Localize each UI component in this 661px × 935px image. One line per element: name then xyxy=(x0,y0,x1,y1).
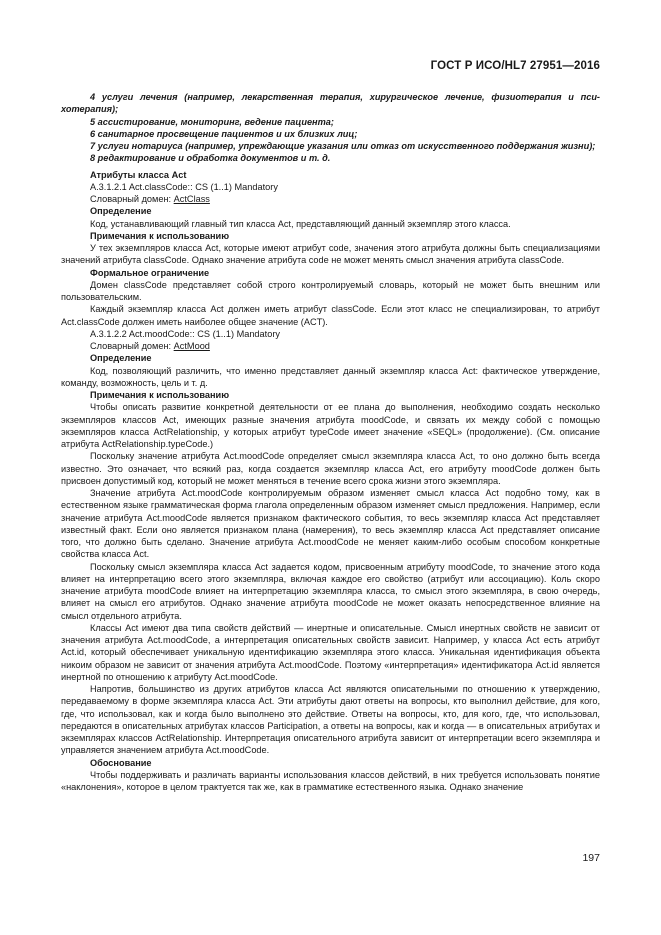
definition-text: Код, устанавливающий главный тип класса Act, представляющий данный экземпляр этого класса. xyxy=(90,218,511,229)
attribute-id: A.3.1.2.1 Act.classCode:: CS (1..1) Mandatory xyxy=(90,181,278,192)
list-item: 7 услуги нотариуса (например, упреждающие указания или отказ от искусственного поддержания жизни); xyxy=(90,141,596,151)
rationale-heading: Обоснование xyxy=(90,757,152,768)
domain-link-actmood[interactable]: ActMood xyxy=(173,341,210,351)
constraint-heading: Формальное ограничение xyxy=(90,267,210,278)
body-paragraph: Поскольку смысл экземпляра класса Act задается кодом, присвоенным атрибуту moodCode, то значение этого кода влияет на интерпретацию всего этого экземпляра, включая каждое его свойство (атрибут или ассоциацию). Коль скоро значение атрибута moodCode влияет на интерпретацию экземпляра класса, то смысл этого экземпляра, в свою очередь, влияет на смысл его атрибутов. Однако значение атрибута moodCode не может оказать непосредственное влияние на смысл отдельного атрибута. xyxy=(61,561,600,621)
page-content xyxy=(61,91,600,793)
list-item: 5 ассистирование, мониторинг, ведение пациента; xyxy=(90,116,334,127)
constraint-paragraph: Домен classCode представляет собой строго контролируемый словарь, который не может быть внешним или пользовательским. xyxy=(61,279,600,302)
body-paragraph: Напротив, большинство из других атрибутов класса Act являются описательными по отношению к утверждению, передаваемому в форме экземпляра класса Act. Эти атрибуты дают ответы на вопросы, кто выполнил действие, для кого, где, что использовал, как и когда было выполнено это действие. Ответы на вопросы, кто, для кого, где, что использовал, передаются в описательных атрибутах классов Participation, а ответы на вопросы, как и когда — в описательных атрибутах и экземплярах классов ActRelationship. Интерпретация описательного атрибута зависит от интерпретации всего экземпляра и управляется значением атрибута Act.moodCode. xyxy=(61,684,600,756)
body-paragraph: Поскольку значение атрибута Act.moodCode определяет смысл экземпляра класса Act, то оно должно быть всегда известно. Это означает, что всякий раз, когда создается экземпляр класса Act, его атрибуту moodCode должен быть присвоен допустимый код, который не может меняться в течение всего срока жизни этого экземпляра. xyxy=(61,451,600,486)
vocabulary-domain xyxy=(61,340,600,352)
definition-text: Код, позволяющий различить, что именно представляет данный экземпляр класса Act: фактическое утверждение, команду, возможность, цель и т. д. xyxy=(61,365,600,388)
definition-heading: Определение xyxy=(90,353,152,364)
notes-heading: Примечания к использованию xyxy=(90,230,230,241)
standard-header: ГОСТ Р ИСО/HL7 27951—2016 xyxy=(430,60,600,72)
body-paragraph: Чтобы описать развитие конкретной деятельности от ее плана до выполнения, необходимо создать несколько экземпляров классов Act, имеющих разные значения атрибута moodCode, и связать их между собой с помощью экземпляров класса ActRelationship, у которых атрибут typeCode имеет значение «SEQL» (продолжение). (См. описание атрибута ActRelationship.typeCode.) xyxy=(61,402,600,449)
domain-prefix: Словарный домен: xyxy=(90,194,174,204)
domain-prefix: Словарный домен: xyxy=(90,341,174,351)
definition-heading: Определение xyxy=(90,206,152,217)
constraint-paragraph: Каждый экземпляр класса Act должен иметь атрибут classCode. Если этот класс не специализирован, то атрибут Act.classCode должен иметь наиболее общее значение (ACT). xyxy=(61,304,600,327)
attribute-id: A.3.1.2.2 Act.moodCode:: CS (1..1) Mandatory xyxy=(90,328,280,339)
body-paragraph: Классы Act имеют два типа свойств действий — инертные и описательные. Смысл инертных свойств не зависит от значения атрибута Act.moodCode, а интерпретация описательных свойств зависит. Например, у класса Act есть атрибут Act.id, который обеспечивает уникальную идентификацию экземпляра этого класса. Уникальная идентификация объекта никоим образом не зависит от значения атрибута Act.moodCode. Поэтому «интерпретация» идентификатора Act.id является инертной по отношению к атрибуту Act.moodCode. xyxy=(61,622,600,682)
notes-heading: Примечания к использованию xyxy=(90,390,230,400)
page-number: 197 xyxy=(582,852,600,864)
list-item: 8 редактирование и обработка документов и т. д. xyxy=(90,153,331,164)
section-title: Атрибуты класса Act xyxy=(90,169,187,180)
list-item: 6 санитарное просвещение пациентов и их близких лиц; xyxy=(90,128,358,139)
vocabulary-domain xyxy=(61,193,600,205)
rationale-text: Чтобы поддерживать и различать варианты использования классов действий, в них требуется использовать понятие «наклонения», которое в целом трактуется так же, как в грамматике естественного языка. Однако значение xyxy=(61,769,600,792)
list-item: 4 услуги лечения (например, лекарственная терапия, хирургическое лечение, физиотерапия и пси-хотерапия); xyxy=(61,92,600,115)
body-paragraph: Значение атрибута Act.moodCode контролируемым образом изменяет смысл класса Act подобно тому, как в естественном языке грамматическая форма глагола определенным образом изменяет смысл предложения. Например, если значение атрибута Act.moodCode является признаком фактического события, то весь экземпляр класса Act представляет известный факт. Если оно является признаком плана (намерения), то весь экземпляр класса Act представляет описание того, что должно быть сделано. Значение атрибута Act.moodCode не меняет каким-либо особым способом конкретные свойства класса Act. xyxy=(61,488,600,560)
notes-text: У тех экземпляров класса Act, которые имеют атрибут code, значения этого атрибута должны быть специализациями значений атрибута classCode. Однако значение атрибута code не может менять смысл значения атрибута classCode. xyxy=(61,243,600,266)
domain-link-actclass[interactable]: ActClass xyxy=(173,194,210,204)
